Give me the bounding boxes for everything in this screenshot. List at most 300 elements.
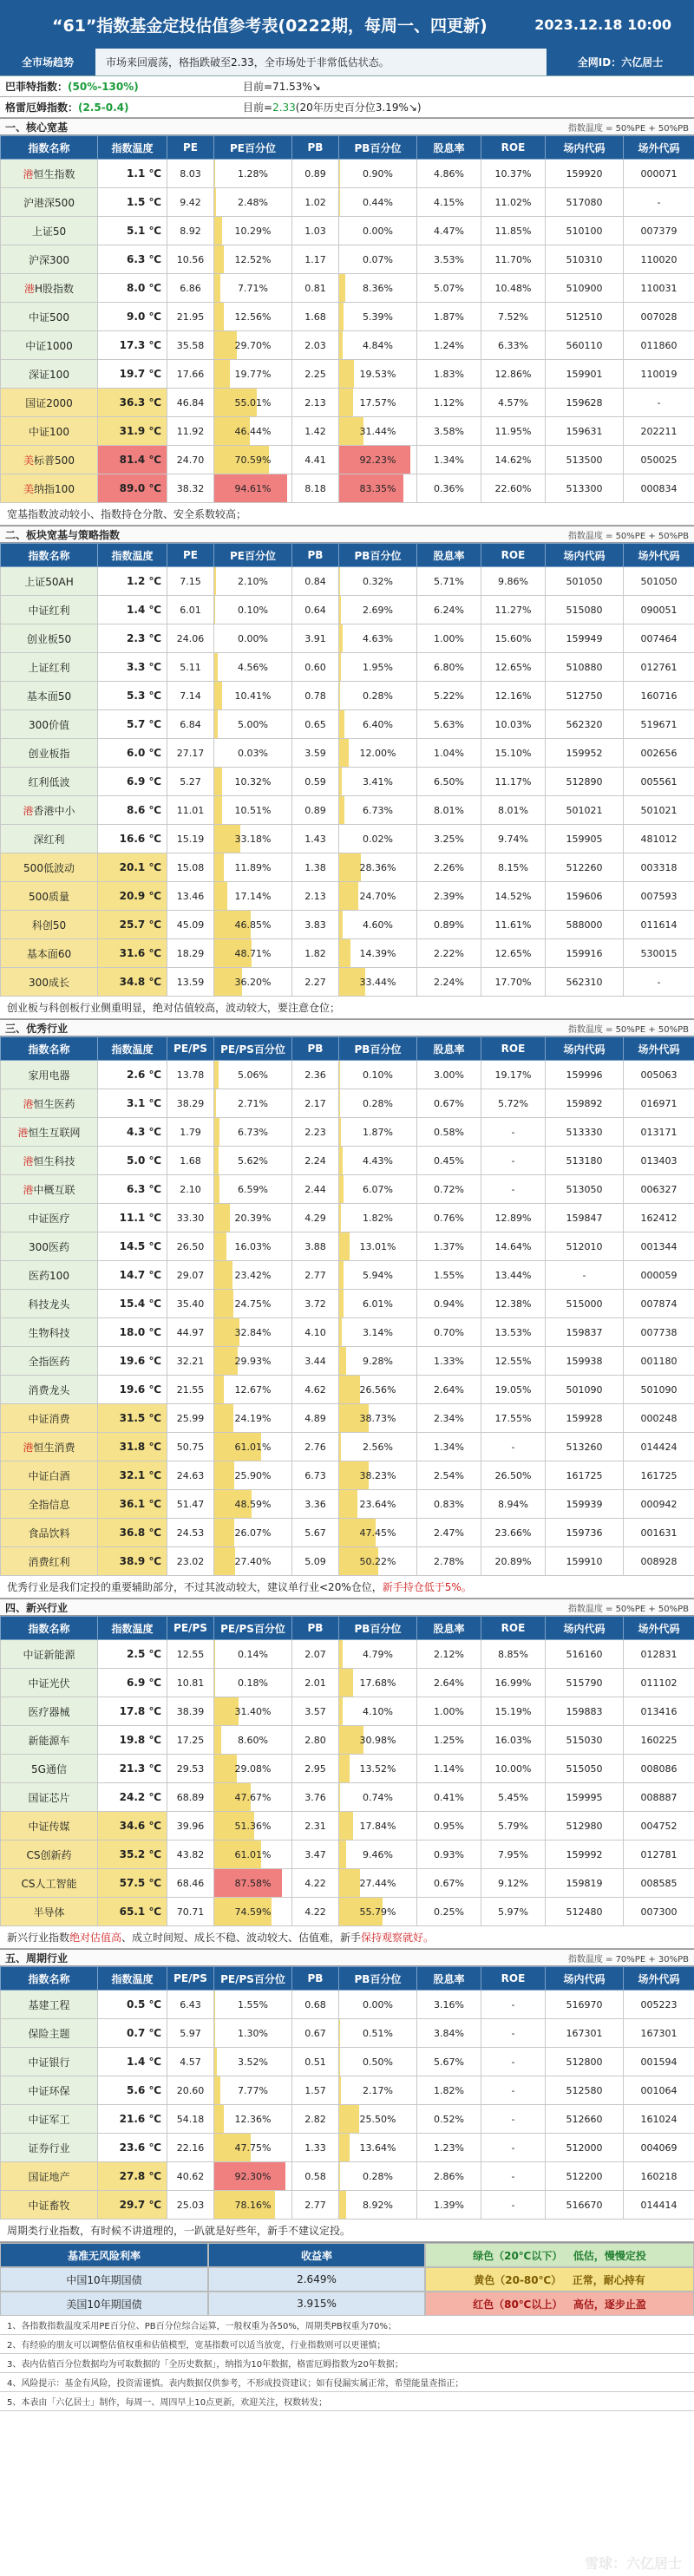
exchange-code: 159905 <box>546 825 624 853</box>
section-note <box>0 1576 694 1599</box>
otc-code: 007464 <box>624 624 694 653</box>
header-date: 2023.12.18 10:00 <box>534 16 671 33</box>
table-row <box>1 825 694 853</box>
pe-percentile <box>214 1404 292 1433</box>
pb-percentile-bar <box>339 911 343 938</box>
index-name: 半导体 <box>1 1898 98 1926</box>
index-temperature: 38.9 ℃ <box>98 1547 167 1576</box>
pe-percentile-bar <box>214 1232 226 1260</box>
pe-percentile <box>214 2019 292 2048</box>
index-temperature: 3.3 ℃ <box>98 653 167 682</box>
green-legend: 绿色（20℃以下） 低估，慢慢定投 <box>425 2243 694 2267</box>
pb-value: 2.82 <box>292 2105 339 2134</box>
pb-percentile-bar <box>339 2191 346 2219</box>
pb-percentile-bar <box>339 1490 357 1518</box>
pe-percentile-bar <box>214 682 222 709</box>
dividend-yield: 1.83% <box>417 360 481 389</box>
pb-value: 0.78 <box>292 682 339 710</box>
footnote: 3、表内估值百分位数据均为可取数据的「全历史数据」，纳指为10年数据，格雷厄姆指数为20年数据； <box>0 2354 694 2373</box>
index-name: 中证传媒 <box>1 1812 98 1840</box>
table-row <box>1 596 694 624</box>
pb-value: 4.22 <box>292 1898 339 1926</box>
roe-value: 5.45% <box>481 1783 546 1812</box>
index-name <box>1 160 98 188</box>
pb-percentile-text: 8.92% <box>363 2199 393 2211</box>
index-name: 新能源车 <box>1 1726 98 1755</box>
roe-value: 8.01% <box>481 796 546 825</box>
otc-code: 012761 <box>624 653 694 682</box>
index-temperature: 18.0 ℃ <box>98 1318 167 1347</box>
column-header: PB <box>292 544 339 567</box>
note-text: 新手持仓低于5%。 <box>382 1581 472 1593</box>
index-name: 中证100 <box>1 417 98 446</box>
dividend-yield: 0.83% <box>417 1490 481 1519</box>
otc-code: 167301 <box>624 2019 694 2048</box>
pb-value: 1.42 <box>292 417 339 446</box>
pb-percentile-bar <box>339 1869 360 1897</box>
dividend-yield: 2.26% <box>417 853 481 882</box>
dividend-yield: 2.39% <box>417 882 481 911</box>
exchange-code: 516670 <box>546 2191 624 2220</box>
pe-value: 17.66 <box>167 360 214 389</box>
exchange-code: - <box>546 1261 624 1290</box>
dividend-yield: 6.50% <box>417 768 481 796</box>
pe-value: 5.27 <box>167 768 214 796</box>
pb-percentile-bar <box>339 768 342 795</box>
table-row <box>1 1433 694 1461</box>
pb-percentile-bar <box>339 331 343 359</box>
roe-value: 11.02% <box>481 188 546 217</box>
pe-value: 10.81 <box>167 1669 214 1697</box>
pe-percentile-bar <box>214 796 222 824</box>
buffett-value: 目前=71.53%↘ <box>243 81 321 93</box>
dividend-yield: 3.84% <box>417 2019 481 2048</box>
section-title <box>0 1599 694 1616</box>
pe-percentile <box>214 1061 292 1089</box>
index-name: 500质量 <box>1 882 98 911</box>
roe-value: 22.60% <box>481 474 546 503</box>
pb-percentile-text: 17.57% <box>359 396 396 409</box>
pe-percentile-bar <box>214 853 224 881</box>
pe-percentile <box>214 939 292 968</box>
otc-code: 013171 <box>624 1118 694 1147</box>
pb-value: 2.44 <box>292 1175 339 1204</box>
column-header: PE/PS <box>167 1617 214 1640</box>
roe-value: 16.99% <box>481 1669 546 1697</box>
index-name: 医药100 <box>1 1261 98 1290</box>
pb-percentile-text: 13.01% <box>359 1240 396 1252</box>
pb-percentile-bar <box>339 2105 359 2133</box>
index-name-text: H股指数 <box>34 282 75 295</box>
note-text: 优秀行业是我们定投的重要辅助部分，不过其波动较大，建议单行业<20%仓位， <box>7 1581 383 1593</box>
exchange-code: 515080 <box>546 596 624 624</box>
index-temperature: 81.4 ℃ <box>98 446 167 474</box>
pe-value: 11.92 <box>167 417 214 446</box>
dividend-yield: 4.15% <box>417 188 481 217</box>
table-row <box>1 1640 694 1669</box>
pe-percentile-text: 61.01% <box>234 1848 272 1860</box>
pe-percentile <box>214 1812 292 1840</box>
column-header: PE <box>167 544 214 567</box>
pe-percentile <box>214 274 292 303</box>
table-row <box>1 1347 694 1376</box>
pb-value: 2.77 <box>292 1261 339 1290</box>
roe-value: 5.97% <box>481 1898 546 1926</box>
pb-percentile-bar <box>339 1204 341 1232</box>
pb-value: 2.27 <box>292 968 339 997</box>
pb-percentile-text: 28.36% <box>359 861 396 873</box>
pe-percentile-text: 16.03% <box>234 1240 272 1252</box>
column-header: 场外代码 <box>624 1967 694 1991</box>
pb-value: 1.68 <box>292 303 339 331</box>
pe-percentile-bar <box>214 217 222 245</box>
exchange-code: 510100 <box>546 217 624 245</box>
roe-value: 9.86% <box>481 567 546 596</box>
pe-percentile-text: 7.77% <box>238 2084 268 2096</box>
column-header: PE <box>167 136 214 160</box>
pe-percentile <box>214 1175 292 1204</box>
china-bond: 中国10年期国债 <box>0 2267 208 2292</box>
pb-percentile-text: 1.87% <box>363 1126 393 1138</box>
roe-value: 17.70% <box>481 968 546 997</box>
pe-value: 22.16 <box>167 2134 214 2162</box>
index-name: 创业板50 <box>1 624 98 653</box>
pe-percentile <box>214 1669 292 1697</box>
table-row <box>1 1669 694 1697</box>
pe-percentile-text: 74.59% <box>234 1906 272 1918</box>
otc-code: 000071 <box>624 160 694 188</box>
pe-percentile <box>214 1991 292 2019</box>
pb-percentile <box>339 331 417 360</box>
pe-percentile <box>214 389 292 417</box>
pb-value: 2.17 <box>292 1089 339 1118</box>
roe-value: 12.16% <box>481 682 546 710</box>
pb-percentile-text: 2.17% <box>363 2084 393 2096</box>
dividend-yield: 8.01% <box>417 796 481 825</box>
roe-value: - <box>481 2048 546 2076</box>
pb-value: 3.72 <box>292 1290 339 1318</box>
table-row <box>1 2162 694 2191</box>
pb-percentile-bar <box>339 274 345 302</box>
index-name: 沪港深500 <box>1 188 98 217</box>
otc-code: 160716 <box>624 682 694 710</box>
index-name: 5G通信 <box>1 1755 98 1783</box>
otc-code: 004752 <box>624 1812 694 1840</box>
table-row <box>1 1204 694 1232</box>
pe-percentile-text: 48.71% <box>234 947 272 959</box>
pb-percentile-text: 0.44% <box>363 196 393 208</box>
pb-percentile-text: 9.28% <box>363 1355 393 1367</box>
column-header: 场外代码 <box>624 544 694 567</box>
exchange-code: 501050 <box>546 567 624 596</box>
pb-percentile-text: 30.98% <box>359 1734 396 1746</box>
pe-percentile <box>214 1783 292 1812</box>
otc-code: 008086 <box>624 1755 694 1783</box>
pb-percentile-text: 1.95% <box>363 661 393 673</box>
pe-percentile <box>214 1461 292 1490</box>
otc-code: 160225 <box>624 1726 694 1755</box>
graham-value: 2.33 <box>272 101 296 114</box>
exchange-code: 516970 <box>546 1991 624 2019</box>
table-header <box>1 1037 694 1061</box>
index-temperature: 20.1 ℃ <box>98 853 167 882</box>
pb-percentile-bar <box>339 1318 342 1346</box>
pe-percentile-text: 12.56% <box>234 311 272 323</box>
dividend-yield: 3.16% <box>417 1991 481 2019</box>
pe-value: 6.84 <box>167 710 214 739</box>
exchange-code: 501021 <box>546 796 624 825</box>
table-row <box>1 739 694 768</box>
roe-value: - <box>481 2019 546 2048</box>
index-temperature: 24.2 ℃ <box>98 1783 167 1812</box>
pb-percentile-bar <box>339 2134 350 2161</box>
table-row <box>1 303 694 331</box>
pb-value: 0.59 <box>292 768 339 796</box>
pe-percentile <box>214 1519 292 1547</box>
index-name-text: 恒生医药 <box>33 1097 75 1110</box>
valuation-table <box>0 1616 694 1926</box>
pb-percentile <box>339 1461 417 1490</box>
index-temperature: 25.7 ℃ <box>98 911 167 939</box>
roe-value: - <box>481 2105 546 2134</box>
pb-value: 0.60 <box>292 653 339 682</box>
pb-percentile-text: 13.52% <box>359 1762 396 1775</box>
otc-code: 013403 <box>624 1147 694 1175</box>
otc-code: 007379 <box>624 217 694 245</box>
exchange-code: 517080 <box>546 188 624 217</box>
temperature-formula: 指数温度 = 70%PE + 30%PB <box>567 1954 689 1965</box>
pe-percentile <box>214 1347 292 1376</box>
pb-percentile-text: 92.23% <box>359 454 396 466</box>
index-name: 中证新能源 <box>1 1640 98 1669</box>
roe-value: 12.89% <box>481 1204 546 1232</box>
pe-value: 46.84 <box>167 389 214 417</box>
author-id: 全网ID：六亿居士 <box>547 49 694 75</box>
pb-percentile-bar <box>339 1290 344 1317</box>
index-temperature: 1.1 ℃ <box>98 160 167 188</box>
pb-percentile <box>339 939 417 968</box>
pe-percentile-text: 29.08% <box>234 1762 272 1775</box>
otc-code: 501021 <box>624 796 694 825</box>
dividend-yield: 0.72% <box>417 1175 481 1204</box>
pb-percentile-text: 38.73% <box>359 1412 396 1424</box>
pe-percentile-bar <box>214 1204 230 1232</box>
otc-code: 000942 <box>624 1490 694 1519</box>
exchange-code: 513300 <box>546 474 624 503</box>
pe-value: 33.30 <box>167 1204 214 1232</box>
pe-percentile-bar <box>214 188 216 216</box>
dividend-yield: 3.58% <box>417 417 481 446</box>
pe-value: 23.02 <box>167 1547 214 1576</box>
pe-value: 15.08 <box>167 853 214 882</box>
roe-value: 15.60% <box>481 624 546 653</box>
dividend-yield: 2.12% <box>417 1640 481 1669</box>
dividend-yield: 1.00% <box>417 1697 481 1726</box>
pb-percentile-bar <box>339 1433 341 1461</box>
roe-value: - <box>481 2162 546 2191</box>
pe-percentile <box>214 1118 292 1147</box>
index-temperature: 20.9 ℃ <box>98 882 167 911</box>
pb-percentile <box>339 1204 417 1232</box>
table-row <box>1 1547 694 1576</box>
pb-value: 0.67 <box>292 2019 339 2048</box>
roe-value: 9.12% <box>481 1869 546 1898</box>
otc-code: 003318 <box>624 853 694 882</box>
table-row <box>1 360 694 389</box>
pe-percentile-text: 87.58% <box>234 1877 272 1889</box>
table-row <box>1 2134 694 2162</box>
index-name: 中证医疗 <box>1 1204 98 1232</box>
exchange-code: 501090 <box>546 1376 624 1404</box>
index-temperature: 1.4 ℃ <box>98 596 167 624</box>
dividend-yield: 0.67% <box>417 1089 481 1118</box>
dividend-yield: 2.86% <box>417 2162 481 2191</box>
pe-percentile-bar <box>214 768 222 795</box>
exchange-code: 159928 <box>546 1404 624 1433</box>
pb-percentile-text: 4.43% <box>363 1154 393 1167</box>
pb-percentile <box>339 768 417 796</box>
index-name: 中证光伏 <box>1 1669 98 1697</box>
exchange-code: 159910 <box>546 1547 624 1576</box>
otc-code: 006327 <box>624 1175 694 1204</box>
dividend-yield: 0.76% <box>417 1204 481 1232</box>
pe-percentile <box>214 682 292 710</box>
pe-percentile-text: 46.44% <box>234 425 272 437</box>
pb-percentile <box>339 739 417 768</box>
table-row <box>1 188 694 217</box>
pe-percentile <box>214 1089 292 1118</box>
table-row <box>1 882 694 911</box>
otc-code: 050025 <box>624 446 694 474</box>
pe-value: 7.14 <box>167 682 214 710</box>
index-temperature: 36.1 ℃ <box>98 1490 167 1519</box>
pe-percentile-text: 1.55% <box>238 1998 268 2010</box>
column-header: PE百分位 <box>214 136 292 160</box>
pb-percentile-text: 24.70% <box>359 890 396 902</box>
index-name: 国证地产 <box>1 2162 98 2191</box>
pe-percentile-text: 51.36% <box>234 1820 272 1832</box>
pe-percentile-text: 10.51% <box>234 804 272 816</box>
index-temperature: 5.3 ℃ <box>98 682 167 710</box>
pb-percentile-text: 4.10% <box>363 1705 393 1717</box>
pe-percentile-text: 10.32% <box>234 775 272 788</box>
column-header: ROE <box>481 544 546 567</box>
dividend-yield: 4.47% <box>417 217 481 245</box>
pb-value: 8.18 <box>292 474 339 503</box>
table-row <box>1 1840 694 1869</box>
table-row <box>1 968 694 997</box>
index-name <box>1 1118 98 1147</box>
pb-percentile-text: 5.39% <box>363 311 393 323</box>
pb-percentile-bar <box>339 1812 353 1840</box>
section-heading: 一、核心宽基 <box>5 121 69 134</box>
dividend-yield: 2.64% <box>417 1376 481 1404</box>
section-title <box>0 1019 694 1036</box>
index-temperature: 5.6 ℃ <box>98 2076 167 2105</box>
roe-value: 10.00% <box>481 1755 546 1783</box>
index-temperature: 6.9 ℃ <box>98 768 167 796</box>
column-header: 场外代码 <box>624 136 694 160</box>
pb-percentile <box>339 1547 417 1576</box>
pe-percentile-bar <box>214 2019 215 2047</box>
column-header: PB <box>292 1617 339 1640</box>
pb-value: 2.13 <box>292 882 339 911</box>
exchange-code: 513260 <box>546 1433 624 1461</box>
roe-value: 12.86% <box>481 360 546 389</box>
index-name: 食品饮料 <box>1 1519 98 1547</box>
pe-value: 38.39 <box>167 1697 214 1726</box>
table-row <box>1 1147 694 1175</box>
pb-percentile <box>339 188 417 217</box>
index-name: 生物科技 <box>1 1318 98 1347</box>
column-header: 指数温度 <box>98 1617 167 1640</box>
pb-percentile <box>339 160 417 188</box>
pe-percentile <box>214 331 292 360</box>
index-name: 中证消费 <box>1 1404 98 1433</box>
table-header <box>1 544 694 567</box>
pb-percentile-text: 6.07% <box>363 1183 393 1195</box>
pe-percentile-text: 2.48% <box>238 196 268 208</box>
dividend-yield: 1.37% <box>417 1232 481 1261</box>
index-name: 中证畜牧 <box>1 2191 98 2220</box>
table-row <box>1 389 694 417</box>
index-temperature: 21.3 ℃ <box>98 1755 167 1783</box>
exchange-code: 512260 <box>546 853 624 882</box>
exchange-code: 512660 <box>546 2105 624 2134</box>
roe-value: 19.17% <box>481 1061 546 1089</box>
index-name: 基建工程 <box>1 1991 98 2019</box>
exchange-code: 159736 <box>546 1519 624 1547</box>
pb-percentile-text: 33.44% <box>359 976 396 988</box>
index-name: 中证银行 <box>1 2048 98 2076</box>
index-name-text: 恒生科技 <box>33 1154 75 1167</box>
pb-percentile-bar <box>339 360 354 388</box>
index-name: 全指医药 <box>1 1347 98 1376</box>
riskfree-table <box>0 2242 694 2316</box>
roe-value: 11.27% <box>481 596 546 624</box>
index-temperature: 35.2 ℃ <box>98 1840 167 1869</box>
otc-code: 005063 <box>624 1061 694 1089</box>
pe-percentile <box>214 2191 292 2220</box>
pb-value: 0.89 <box>292 796 339 825</box>
table-row <box>1 567 694 596</box>
otc-code: 013416 <box>624 1697 694 1726</box>
market-prefix: 港 <box>23 804 34 817</box>
index-name-text: 恒生互联网 <box>28 1126 81 1139</box>
pb-percentile <box>339 2191 417 2220</box>
pb-value: 0.84 <box>292 567 339 596</box>
roe-value: 12.65% <box>481 653 546 682</box>
pb-value: 0.68 <box>292 1991 339 2019</box>
note-text: 周期类行业指数，有时候不讲道理的，一趴就是好些年，新手不建议定投。 <box>7 2225 351 2237</box>
pe-percentile-bar <box>214 160 215 187</box>
index-temperature: 1.5 ℃ <box>98 188 167 217</box>
pb-value: 0.58 <box>292 2162 339 2191</box>
roe-value: - <box>481 1175 546 1204</box>
pe-percentile-bar <box>214 1726 221 1754</box>
temperature-formula: 指数温度 = 50%PE + 50%PB <box>567 531 689 541</box>
pe-percentile-bar <box>214 331 237 359</box>
index-name: 基本面60 <box>1 939 98 968</box>
dividend-yield: 2.24% <box>417 968 481 997</box>
dividend-yield: 5.71% <box>417 567 481 596</box>
temperature-formula: 指数温度 = 50%PE + 50%PB <box>567 1604 689 1614</box>
pe-percentile <box>214 1261 292 1290</box>
pb-percentile-text: 26.56% <box>359 1383 396 1396</box>
column-header: PE/PS百分位 <box>214 1617 292 1640</box>
roe-value: 5.79% <box>481 1812 546 1840</box>
pe-percentile-bar <box>214 567 216 595</box>
